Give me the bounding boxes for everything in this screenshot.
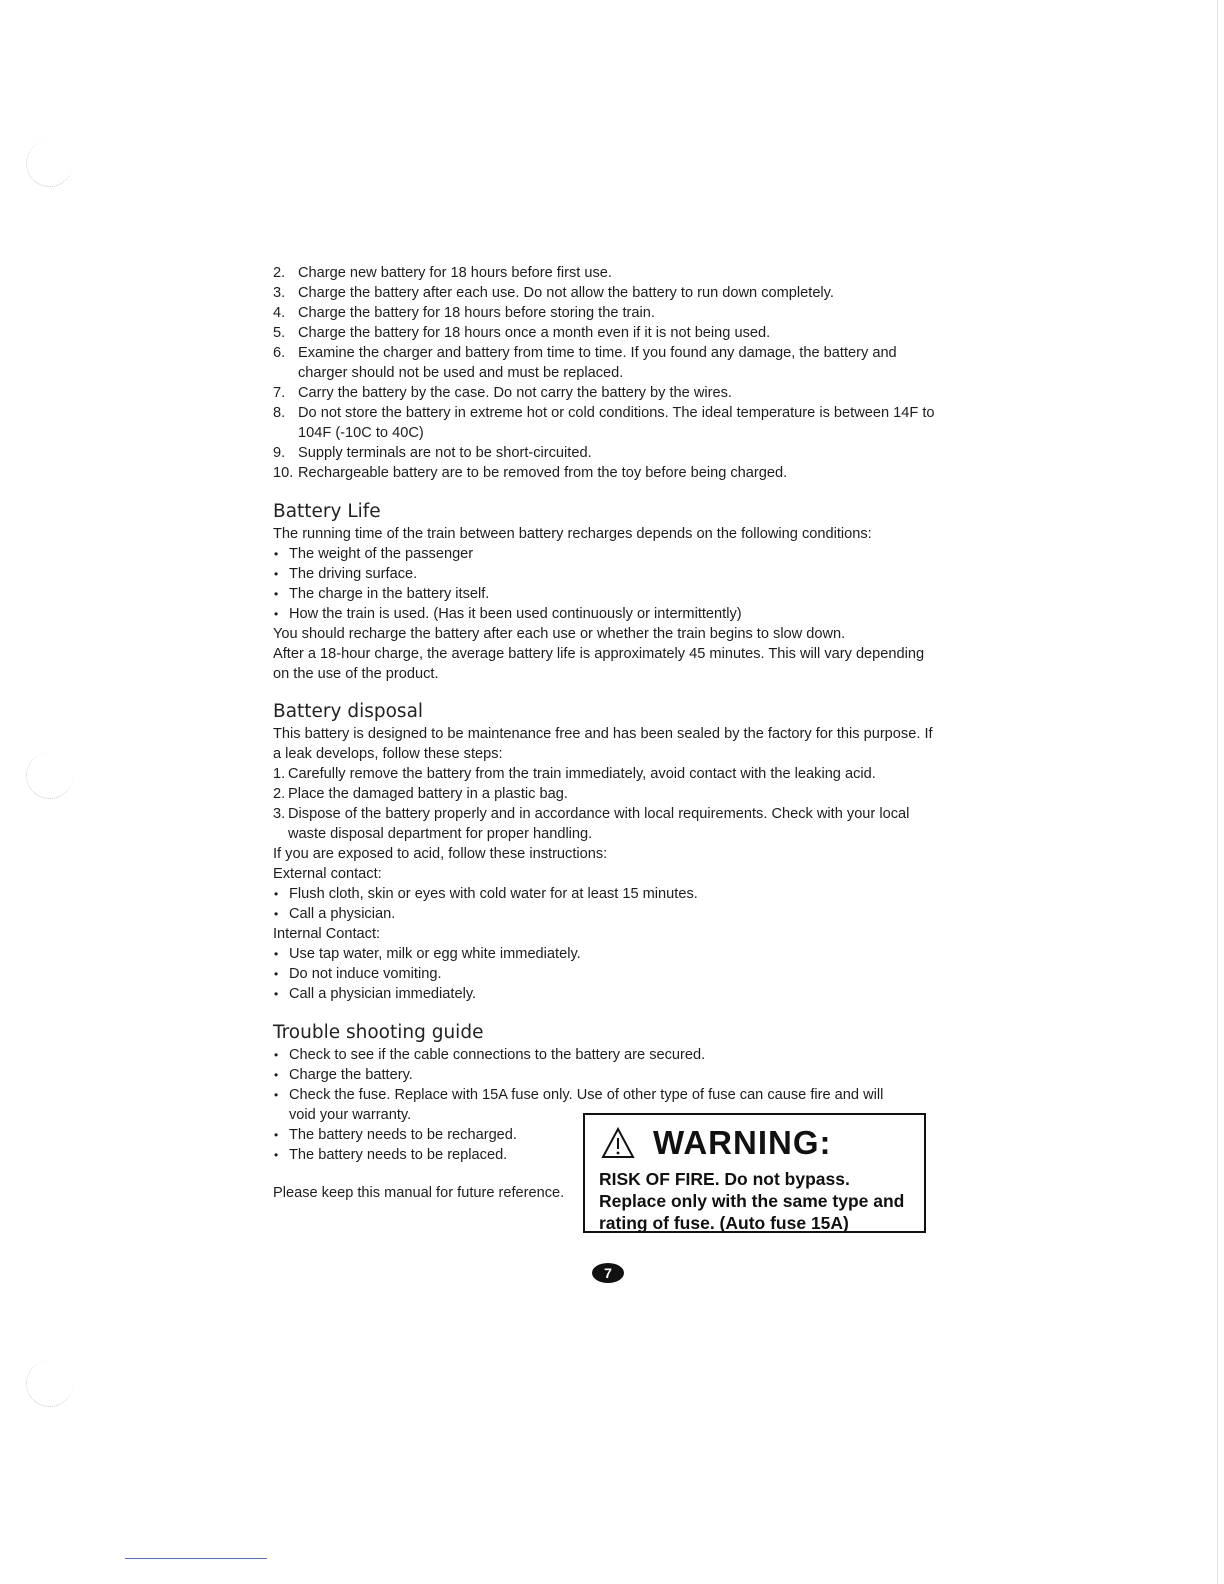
warning-line: rating of fuse. (Auto fuse 15A) — [599, 1213, 849, 1233]
battery-care-list — [273, 263, 938, 483]
list-item: 5. Charge the battery for 18 hours once a month even if it is not being used. — [273, 325, 771, 341]
list-item: • The battery needs to be replaced. — [273, 1145, 578, 1165]
troubleshooting-left-column — [273, 1125, 578, 1203]
warning-line: RISK OF FIRE. Do not bypass. — [599, 1169, 850, 1189]
page-number-badge: 7 — [592, 1263, 624, 1283]
battery-duration-note: After a 18-hour charge, the average battery life is approximately 45 minutes. This will vary depending on the use of the product. — [273, 646, 925, 682]
bottom-rule — [125, 1558, 267, 1559]
list-item: • Call a physician. — [273, 904, 938, 924]
list-item: 9. Supply terminals are not to be short-circuited. — [273, 445, 592, 461]
battery-disposal-heading: Battery disposal — [273, 701, 424, 722]
warning-triangle-icon — [601, 1127, 635, 1159]
list-item: 2. Charge new battery for 18 hours before first use. — [273, 265, 612, 281]
list-item: • How the train is used. (Has it been used continuously or intermittently) — [273, 604, 938, 624]
list-item: 7. Carry the battery by the case. Do not carry the battery by the wires. — [273, 385, 732, 401]
troubleshooting-battery-list — [273, 1125, 578, 1165]
internal-contact-label: Internal Contact: — [273, 926, 381, 942]
list-item: • Flush cloth, skin or eyes with cold water for at least 15 minutes. — [273, 884, 938, 904]
warning-text — [599, 1168, 924, 1234]
external-contact-list — [273, 884, 938, 924]
keep-manual-note: Please keep this manual for future reference. — [273, 1185, 565, 1201]
troubleshooting-heading: Trouble shooting guide — [273, 1022, 484, 1043]
list-item: • Check the fuse. Replace with 15A fuse only. Use of other type of fuse can cause fire and will void your warranty. — [273, 1085, 904, 1125]
acid-exposure-intro: If you are exposed to acid, follow these instructions: — [273, 846, 608, 862]
warning-title: WARNING: — [653, 1124, 832, 1161]
list-item: • The charge in the battery itself. — [273, 584, 938, 604]
list-item: 2. Place the damaged battery in a plastic bag. — [273, 786, 568, 802]
fire-warning-box — [583, 1113, 926, 1233]
recharge-note: You should recharge the battery after each use or whether the train begins to slow down. — [273, 626, 846, 642]
list-item: • The battery needs to be recharged. — [273, 1125, 578, 1145]
punch-hole-mark — [26, 1360, 73, 1407]
list-item: 10. Rechargeable battery are to be removed from the toy before being charged. — [273, 465, 788, 481]
list-item: 1. Carefully remove the battery from the train immediately, avoid contact with the leaking acid. — [273, 766, 876, 782]
list-item: 4. Charge the battery for 18 hours before storing the train. — [273, 305, 655, 321]
external-contact-label: External contact: — [273, 866, 382, 882]
warning-line: Replace only with the same type and — [599, 1191, 905, 1211]
list-item: • Use tap water, milk or egg white immediately. — [273, 944, 938, 964]
list-item: 3. Dispose of the battery properly and in accordance with local requirements. Check with your local waste disposal department for proper handling. — [273, 806, 910, 842]
battery-life-heading: Battery Life — [273, 501, 381, 522]
list-item: • Charge the battery. — [273, 1065, 938, 1085]
battery-disposal-intro: This battery is designed to be maintenance free and has been sealed by the factory for this purpose. If a leak develops, follow these steps: — [273, 726, 933, 762]
list-item: 3. Charge the battery after each use. Do not allow the battery to run down completely. — [273, 285, 834, 301]
list-item: 8. Do not store the battery in extreme hot or cold conditions. The ideal temperature is between 14F to 104F (-10C to 40C) — [273, 405, 935, 441]
manual-content — [273, 263, 938, 1203]
leak-steps-list — [273, 764, 938, 844]
page-edge — [1217, 0, 1218, 1584]
list-item: • Do not induce vomiting. — [273, 964, 938, 984]
list-item: • Check to see if the cable connections to the battery are secured. — [273, 1045, 938, 1065]
internal-contact-list — [273, 944, 938, 1004]
battery-life-intro: The running time of the train between battery recharges depends on the following conditions: — [273, 526, 872, 542]
list-item: • Call a physician immediately. — [273, 984, 938, 1004]
list-item: • The weight of the passenger — [273, 544, 938, 564]
punch-hole-mark — [26, 752, 73, 799]
list-item: • The driving surface. — [273, 564, 938, 584]
list-item: 6. Examine the charger and battery from time to time. If you found any damage, the battery and charger should not be used and must be replaced. — [273, 345, 897, 381]
warning-header — [599, 1123, 924, 1163]
punch-hole-mark — [26, 140, 73, 187]
battery-life-conditions — [273, 544, 938, 624]
